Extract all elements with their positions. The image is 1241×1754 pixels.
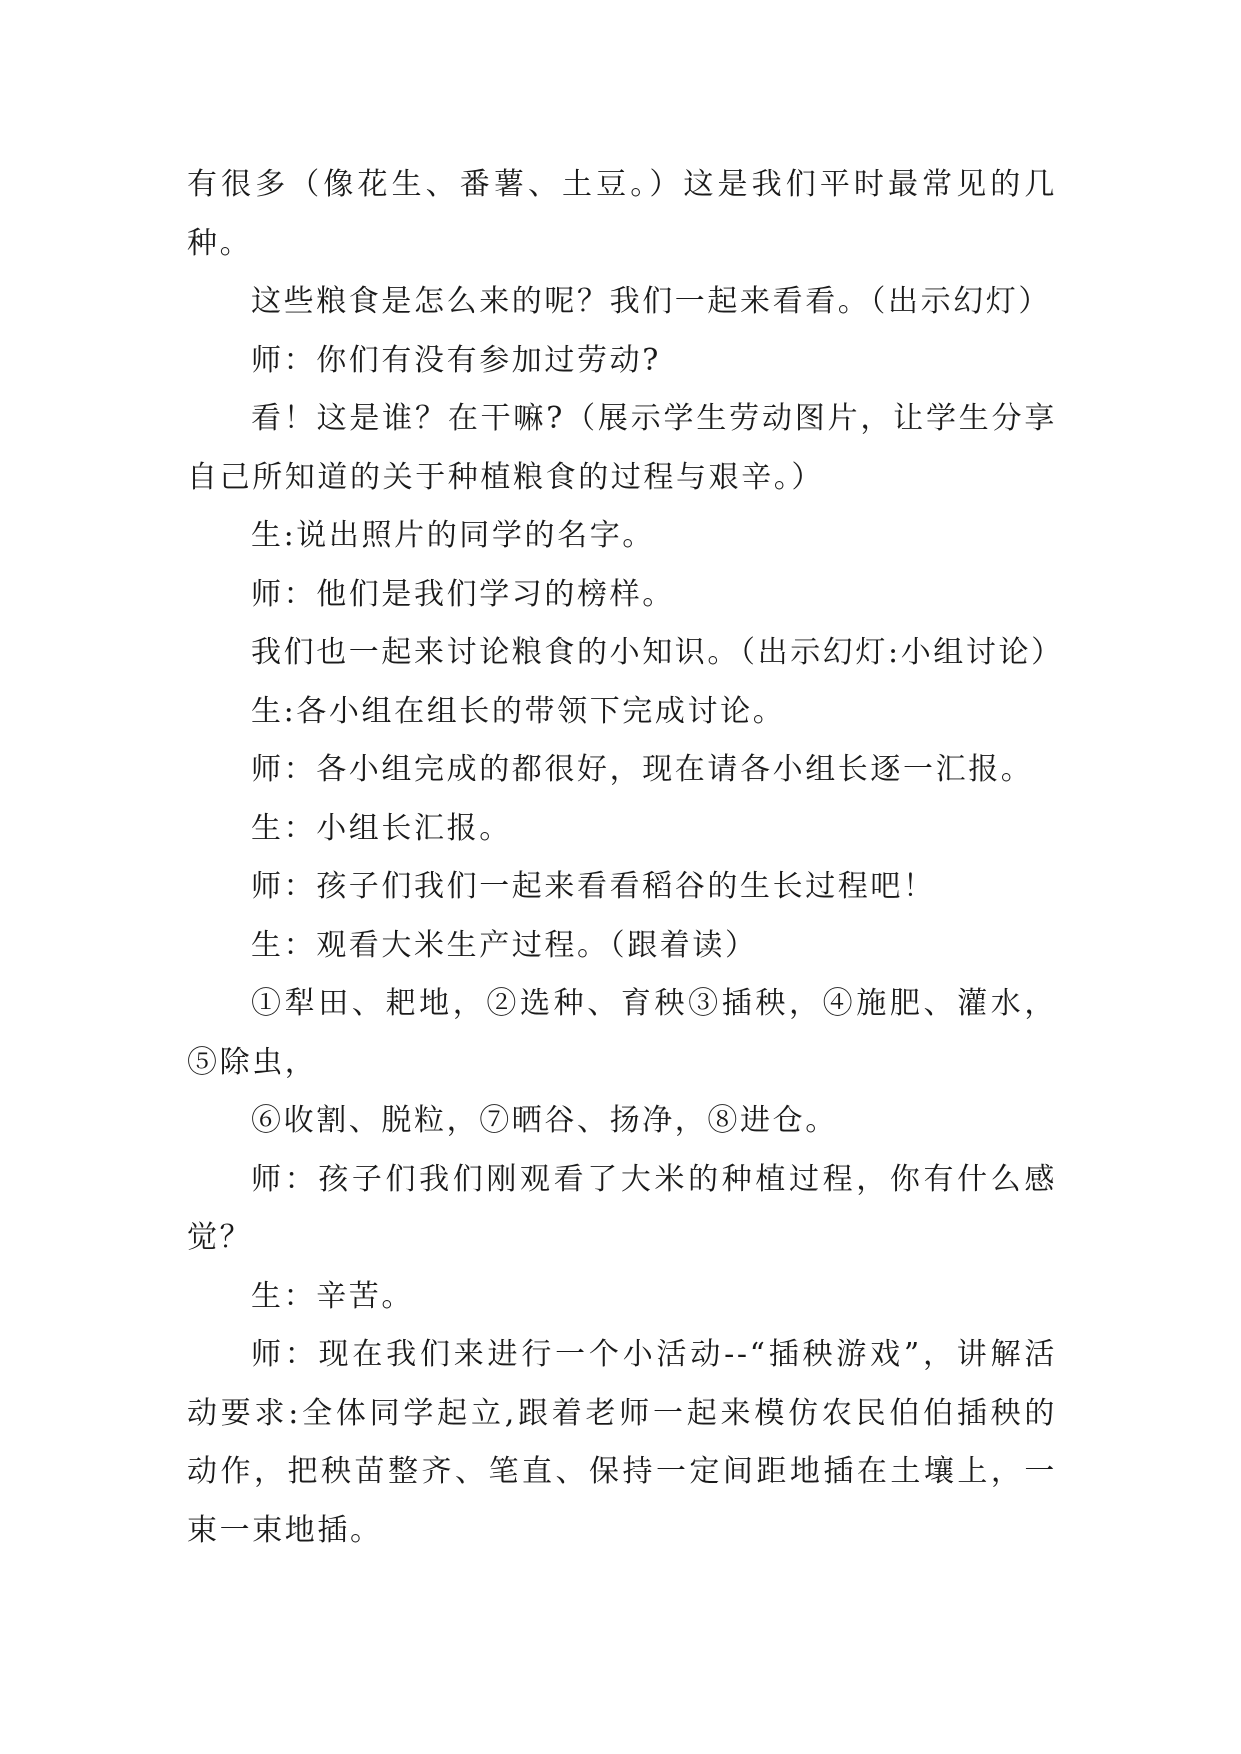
paragraph: 有很多（像花生、番薯、土豆。）这是我们平时最常见的几种。 xyxy=(187,167,1057,261)
paragraph: 生：观看大米生产过程。（跟着读） xyxy=(251,927,758,963)
paragraph: ⑥收割、脱粒，⑦晒谷、扬净，⑧进仓。 xyxy=(251,1103,838,1138)
paragraph: 生:说出照片的同学的名字。 xyxy=(251,518,655,553)
paragraph: 生：辛苦。 xyxy=(251,1278,414,1314)
paragraph: 师：现在我们来进行一个小活动--“插秧游戏”，讲解活动要求:全体同学起立,跟着老师一起来模仿农民伯伯插秧的动作，把秧苗整齐、笔直、保持一定间距地插在土壤上，一束一束地插。 xyxy=(187,1337,1057,1548)
paragraph: 生：小组长汇报。 xyxy=(251,810,512,846)
document-body xyxy=(187,156,1064,1560)
paragraph: 师：你们有没有参加过劳动? xyxy=(251,342,661,378)
paragraph: 这些粮食是怎么来的呢？我们一起来看看。（出示幻灯） xyxy=(251,284,1051,319)
paragraph: 师：孩子们我们刚观看了大米的种植过程，你有什么感觉？ xyxy=(187,1161,1057,1255)
paragraph: 看！这是谁？在干嘛?（展示学生劳动图片，让学生分享自己所知道的关于种植粮食的过程与艰辛。） xyxy=(187,401,1057,495)
paragraph: 师：他们是我们学习的榜样。 xyxy=(251,576,675,612)
paragraph: 生:各小组在组长的带领下完成讨论。 xyxy=(251,693,786,729)
paragraph: 师：孩子们我们一起来看看稻谷的生长过程吧！ xyxy=(251,869,936,904)
paragraph: 我们也一起来讨论粮食的小知识。（出示幻灯:小组讨论） xyxy=(251,635,1064,670)
paragraph: 师：各小组完成的都很好，现在请各小组长逐一汇报。 xyxy=(251,752,1034,787)
paragraph: ①犁田、耙地，②选种、育秧③插秧，④施肥、灌水，⑤除虫， xyxy=(187,986,1057,1080)
